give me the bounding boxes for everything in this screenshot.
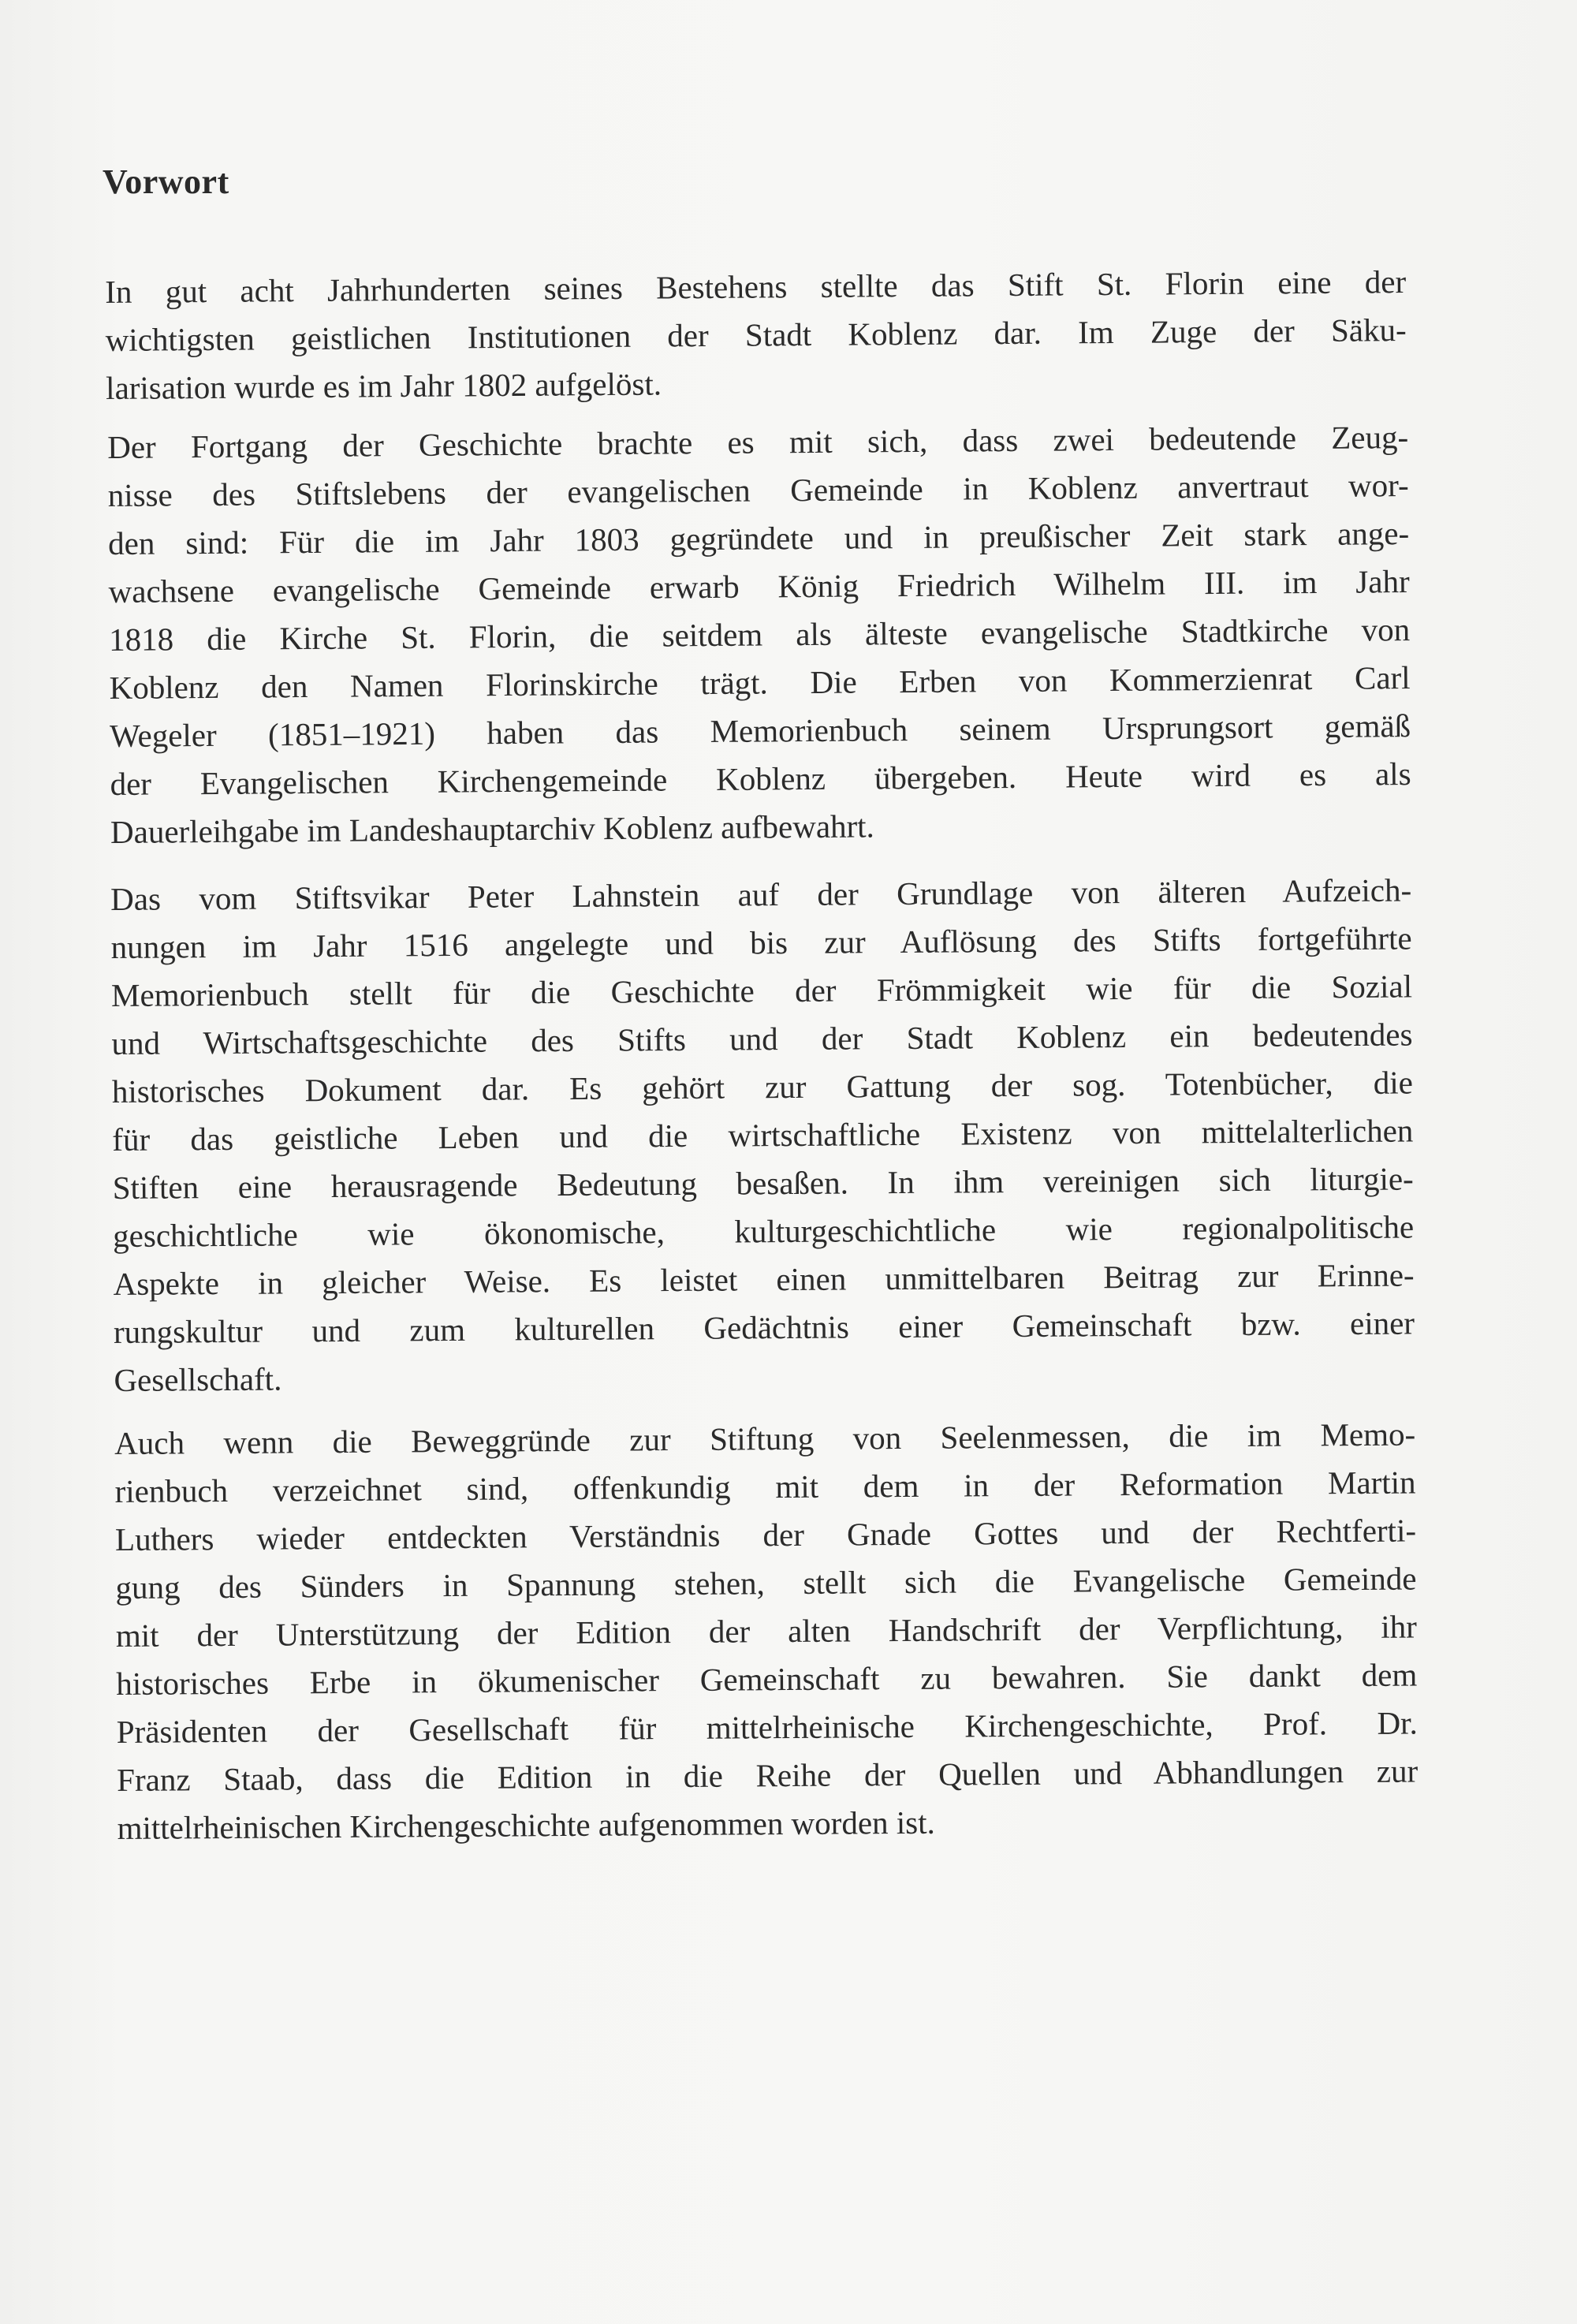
text-line: Stiften eine herausragende Bedeutung besaßen. In ihm vereinigen sich liturgie-	[112, 1160, 1414, 1206]
page-title: Vorwort	[103, 162, 229, 201]
text-line: Das vom Stiftsvikar Peter Lahnstein auf der Grundlage von älteren Aufzeich-	[110, 871, 1412, 917]
text-line: historisches Dokument dar. Es gehört zur Gattung der sog. Totenbücher, die	[111, 1064, 1414, 1110]
text-line: nisse des Stiftslebens der evangelischen Gemeinde in Koblenz anvertraut wor-	[107, 467, 1409, 513]
text-line: Der Fortgang der Geschichte brachte es mit sich, dass zwei bedeutende Zeug-	[107, 419, 1409, 465]
text-line: rungskultur und zum kulturellen Gedächtnis einer Gemeinschaft bzw. einer	[113, 1304, 1415, 1350]
text-line: mit der Unterstützung der Edition der alten Handschrift der Verpflichtung, ihr	[115, 1608, 1418, 1654]
text-line: larisation wurde es im Jahr 1802 aufgelöst.	[106, 365, 662, 406]
paragraph-4	[114, 1410, 1419, 1852]
text-line: Dauerleihgabe im Landeshauptarchiv Koblenz aufbewahrt.	[110, 808, 875, 850]
text-line: Gesellschaft.	[114, 1360, 282, 1398]
text-line: und Wirtschaftsgeschichte des Stifts und der Stadt Koblenz ein bedeutendes	[111, 1016, 1413, 1061]
text-line: Präsidenten der Gesellschaft für mittelrheinische Kirchengeschichte, Prof. Dr.	[116, 1704, 1418, 1750]
text-line: gung des Sünders in Spannung stehen, stellt sich die Evangelische Gemeinde	[115, 1560, 1417, 1606]
text-line: der Evangelischen Kirchengemeinde Koblenz übergeben. Heute wird es als	[110, 755, 1411, 802]
text-line: Franz Staab, dass die Edition in die Reihe der Quellen und Abhandlungen zur	[117, 1752, 1419, 1798]
text-line: Memorienbuch stellt für die Geschichte der Frömmigkeit wie für die Sozial	[110, 968, 1413, 1013]
text-line: geschichtliche wie ökonomische, kulturgeschichtliche wie regionalpolitische	[113, 1208, 1415, 1254]
text-line: mittelrheinischen Kirchengeschichte aufgenommen worden ist.	[117, 1804, 935, 1846]
text-line: den sind: Für die im Jahr 1803 gegründete und in preußischer Zeit stark ange-	[108, 515, 1410, 561]
text-line: Luthers wieder entdeckten Verständnis der Gnade Gottes und der Rechtferti-	[114, 1512, 1417, 1557]
text-line: nungen im Jahr 1516 angelegte und bis zur Auflösung des Stifts fortgeführte	[110, 920, 1412, 965]
text-line: wachsene evangelische Gemeinde erwarb König Friedrich Wilhelm III. im Jahr	[108, 563, 1410, 610]
paragraph-1	[105, 258, 1407, 412]
text-line: für das geistliche Leben und die wirtschaftliche Existenz von mittelalterlichen	[112, 1112, 1414, 1158]
text-line: In gut acht Jahrhunderten seines Bestehens stellte das Stift St. Florin eine der	[105, 263, 1407, 310]
paragraph-3	[110, 866, 1415, 1404]
text-line: historisches Erbe in ökumenischer Gemeinschaft zu bewahren. Sie dankt dem	[116, 1656, 1418, 1702]
text-line: Aspekte in gleicher Weise. Es leistet einen unmittelbaren Beitrag zur Erinne-	[113, 1256, 1415, 1302]
text-line: rienbuch verzeichnet sind, offenkundig mit dem in der Reformation Martin	[114, 1464, 1416, 1509]
text-line: Wegeler (1851–1921) haben das Memorienbuch seinem Ursprungsort gemäß	[109, 707, 1411, 754]
paragraph-2	[107, 413, 1411, 856]
text-line: 1818 die Kirche St. Florin, die seitdem als älteste evangelische Stadtkirche von	[108, 611, 1411, 658]
text-line: Auch wenn die Beweggründe zur Stiftung von Seelenmessen, die im Memo-	[114, 1416, 1416, 1461]
text-line: wichtigsten geistlichen Institutionen der Stadt Koblenz dar. Im Zuge der Säku-	[105, 311, 1407, 358]
text-line: Koblenz den Namen Florinskirche trägt. Die Erben von Kommerzienrat Carl	[109, 659, 1411, 706]
